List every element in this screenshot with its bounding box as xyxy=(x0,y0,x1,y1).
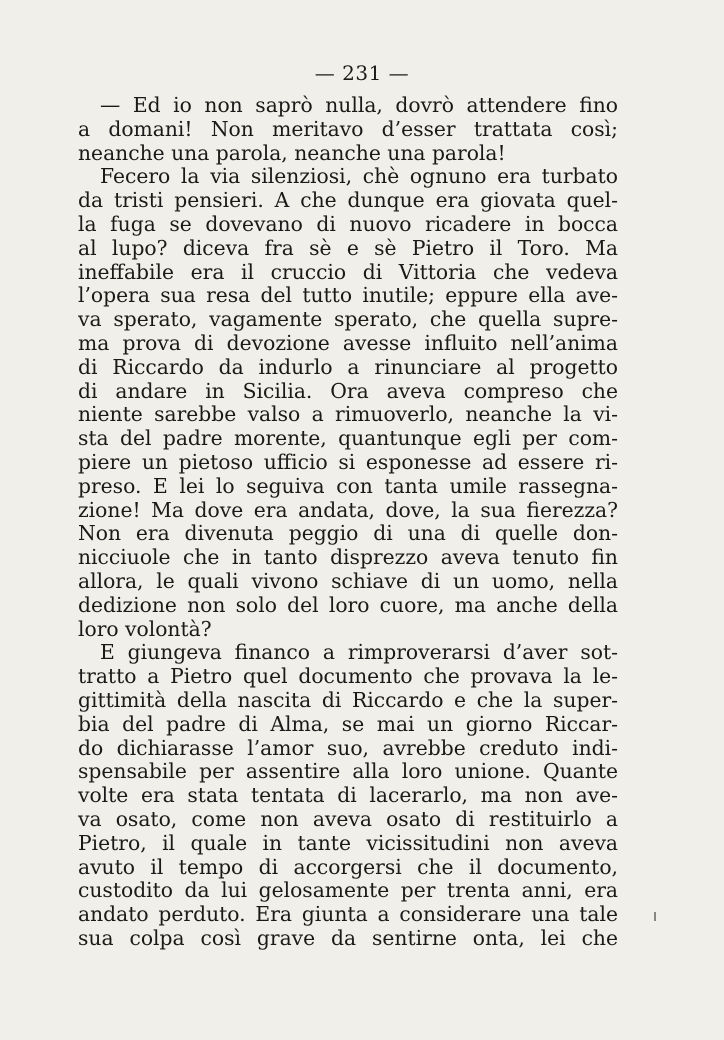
text-line: gittimità della nascita di Riccardo e che la super- xyxy=(78,688,618,712)
text-line: ma prova di devozione avesse influito nell’anima xyxy=(78,331,618,355)
text-line: volte era stata tentata di lacerarlo, ma non ave- xyxy=(78,784,618,808)
text-line: a domani! Non meritavo d’esser trattata così; xyxy=(78,117,618,141)
text-line: — Ed io non saprò nulla, dovrò attendere fino xyxy=(100,94,618,117)
text-line: l’opera sua resa del tutto inutile; eppure ella ave- xyxy=(78,284,618,308)
text-line: di Riccardo da indurlo a rinunciare al progetto xyxy=(78,355,618,379)
text-line: neanche una parola, neanche una parola! xyxy=(78,141,506,165)
text-line: la fuga se dovevano di nuovo ricadere in bocca xyxy=(78,212,618,236)
text-line: niente sarebbe valso a rimuoverlo, neanche la vi- xyxy=(78,403,618,427)
text-line: nicciuole che in tanto disprezzo aveva tenuto fin xyxy=(78,546,618,570)
text-line: bia del padre di Alma, se mai un giorno Riccar- xyxy=(78,712,618,736)
text-line: Pietro, il quale in tante vicissitudini non aveva xyxy=(78,831,618,855)
text-line: loro volontà? xyxy=(78,617,212,641)
text-line: piere un pietoso ufficio si esponesse ad essere ri- xyxy=(78,450,618,474)
text-line: spensabile per assentire alla loro unione. Quante xyxy=(78,760,618,784)
text-line: tratto a Pietro quel documento che provava la le- xyxy=(78,665,618,689)
text-line: E giungeva financo a rimproverarsi d’aver sot- xyxy=(100,641,618,665)
text-line: sua colpa così grave da sentirne onta, lei che xyxy=(78,926,618,950)
text-line: va osato, come non aveva osato di restituirlo a xyxy=(78,807,618,831)
text-line: avuto il tempo di accorgersi che il documento, xyxy=(78,855,618,879)
text-line: va sperato, vagamente sperato, che quella supre- xyxy=(78,308,618,332)
text-line: preso. E lei lo seguiva con tanta umile rassegna- xyxy=(78,474,618,498)
text-line: da tristi pensieri. A che dunque era giovata quel- xyxy=(78,189,618,213)
text-line: Non era divenuta peggio di una di quelle don- xyxy=(78,522,618,546)
text-line: Fecero la via silenziosi, chè ognuno era turbato xyxy=(100,165,618,189)
text-line: do dichiarasse l’amor suo, avrebbe creduto indi- xyxy=(78,736,618,760)
text-line: zione! Ma dove era andata, dove, la sua fierezza? xyxy=(78,498,618,522)
text-line: ineffabile era il cruccio di Vittoria che vedeva xyxy=(78,260,618,284)
text-line: di andare in Sicilia. Ora aveva compreso che xyxy=(78,379,618,403)
page-number: — 231 — xyxy=(314,61,410,85)
text-line: dedizione non solo del loro cuore, ma anche della xyxy=(78,593,618,617)
text-line: al lupo? diceva fra sè e sè Pietro il Toro. Ma xyxy=(78,236,618,260)
text-line: sta del padre morente, quantunque egli per com- xyxy=(78,427,618,451)
text-line: andato perduto. Era giunta a considerare una tale xyxy=(78,903,618,927)
margin-mark xyxy=(654,912,656,921)
text-line: custodito da lui gelosamente per trenta anni, era xyxy=(78,879,618,903)
text-line: allora, le quali vivono schiave di un uomo, nella xyxy=(78,569,618,593)
body-text xyxy=(78,94,618,951)
